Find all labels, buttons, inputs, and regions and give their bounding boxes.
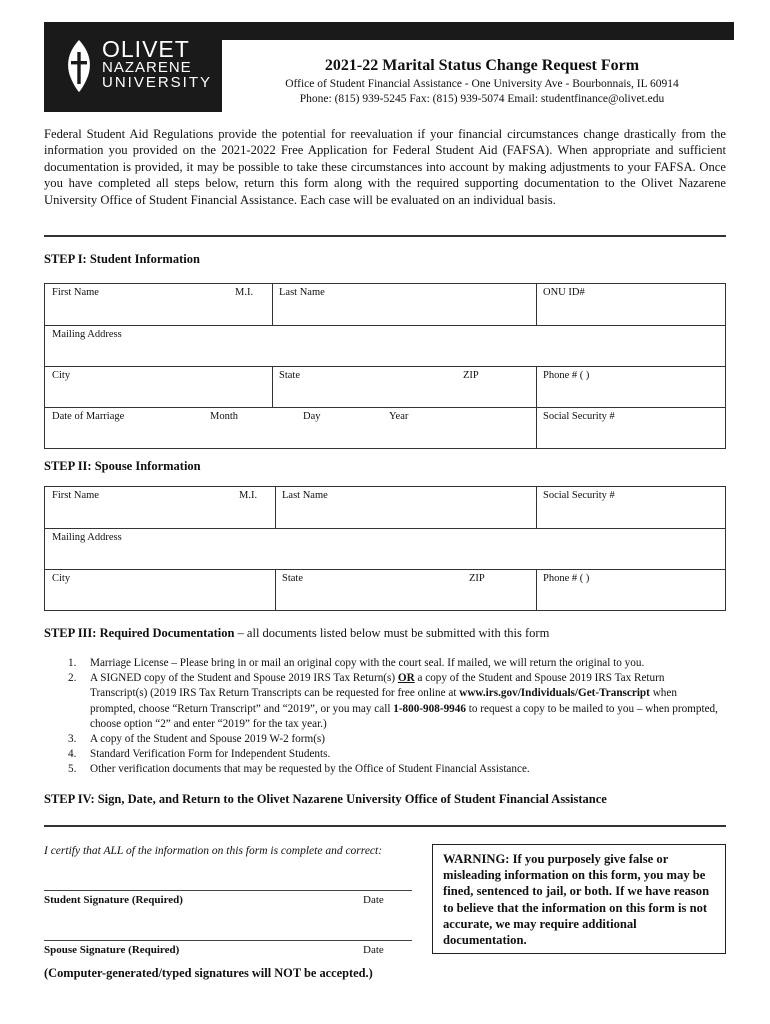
divider bbox=[44, 825, 726, 827]
state-label: State bbox=[279, 370, 300, 381]
logo-line-2: NAZARENE bbox=[102, 59, 192, 76]
date-of-marriage-field[interactable] bbox=[45, 408, 537, 448]
date-of-marriage-label: Date of Marriage bbox=[52, 411, 125, 422]
student-signature-label: Student Signature (Required) bbox=[44, 894, 183, 906]
first-name-label: First Name bbox=[52, 287, 99, 298]
spouse-info-grid bbox=[44, 486, 726, 611]
list-item: 2. A SIGNED copy of the Student and Spouse 2019 IRS Tax Return(s) OR a copy of the Student and Spouse 2019 IRS Tax Return Transcript(s) (2019 IRS Tax Return Transcripts can be requested for free online at www.irs.gov/Individuals/Get-Transcript when prompted, choose “Return Transcript” and “2019”, or you may call 1-800-908-9946 to request a copy to be mailed to you – when prompted, choose option “2” and enter “2019” for the tax year.) bbox=[68, 672, 718, 730]
student-phone-field[interactable] bbox=[536, 367, 725, 407]
or-emphasis: OR bbox=[397, 672, 415, 685]
spouse-date-label: Date bbox=[363, 944, 384, 956]
city-label: City bbox=[52, 573, 71, 584]
documents-list bbox=[44, 656, 724, 778]
ssn-label: Social Security # bbox=[543, 490, 615, 501]
logo-line-1: OLIVET bbox=[102, 36, 190, 62]
office-contact: Phone: (815) 939-5245 Fax: (815) 939-5074 Email: studentfinance@olivet.edu bbox=[299, 93, 665, 105]
step3-heading bbox=[44, 626, 549, 641]
logo-line-3: UNIVERSITY bbox=[102, 74, 213, 91]
list-item: 4. Standard Verification Form for Independent Students. bbox=[68, 748, 331, 761]
first-name-label: First Name bbox=[52, 490, 99, 501]
last-name-label: Last Name bbox=[282, 490, 328, 501]
zip-label: ZIP bbox=[469, 573, 485, 584]
university-logo bbox=[44, 22, 222, 112]
step4-heading: STEP IV: Sign, Date, and Return to the Olivet Nazarene University Office of Student Financial Assistance bbox=[44, 792, 607, 806]
spouse-signature-line[interactable] bbox=[44, 940, 412, 941]
list-item: 3. A copy of the Student and Spouse 2019 W-2 form(s) bbox=[68, 733, 326, 746]
city-label: City bbox=[52, 370, 71, 381]
spouse-ssn-field[interactable] bbox=[536, 487, 725, 528]
phone-label: Phone # ( ) bbox=[543, 573, 590, 584]
student-ssn-field[interactable] bbox=[536, 408, 725, 448]
student-onu-id-field[interactable] bbox=[536, 284, 725, 325]
ssn-label: Social Security # bbox=[543, 411, 615, 422]
list-item: 5. Other verification documents that may be requested by the Office of Student Financial Assistance. bbox=[68, 763, 530, 776]
spouse-mailing-address-field[interactable] bbox=[45, 529, 725, 569]
student-info-grid bbox=[44, 283, 726, 449]
spouse-first-name-field[interactable] bbox=[45, 487, 276, 528]
student-city-field[interactable] bbox=[45, 367, 273, 407]
year-label: Year bbox=[389, 411, 409, 422]
onu-id-label: ONU ID# bbox=[543, 287, 585, 298]
intro-paragraph: Federal Student Aid Regulations provide the potential for reevaluation if your financial circumstances change drastically from the information you provided on the 2021-2022 Free Application for Federal Student Aid (FAFSA). When appropriate and sufficient documentation is provided, it may be possible to take these circumstances into account by making adjustments to your FAFSA. Once you have completed all steps below, return this form along with the required supporting documentation to the Olivet Nazarene University Office of Student Financial Assistance. Each case will be evaluated on an individual basis. bbox=[44, 127, 726, 207]
student-first-name-field[interactable] bbox=[45, 284, 273, 325]
divider bbox=[44, 235, 726, 237]
step1-heading: STEP I: Student Information bbox=[44, 252, 200, 266]
state-label: State bbox=[282, 573, 303, 584]
student-state-zip-field[interactable] bbox=[272, 367, 537, 407]
certification-statement: I certify that ALL of the information on this form is complete and correct: bbox=[44, 845, 383, 857]
step2-heading: STEP II: Spouse Information bbox=[44, 459, 201, 473]
cross-flame-icon bbox=[64, 38, 94, 94]
signature-footnote: (Computer-generated/typed signatures will NOT be accepted.) bbox=[44, 966, 373, 980]
last-name-label: Last Name bbox=[279, 287, 325, 298]
month-label: Month bbox=[210, 411, 239, 422]
irs-transcript-link[interactable]: www.irs.gov/Individuals/Get-Transcript bbox=[459, 687, 650, 700]
student-last-name-field[interactable] bbox=[272, 284, 537, 325]
spouse-state-zip-field[interactable] bbox=[275, 570, 537, 610]
mailing-address-label: Mailing Address bbox=[52, 329, 122, 340]
mi-label: M.I. bbox=[239, 490, 258, 501]
zip-label: ZIP bbox=[463, 370, 479, 381]
warning-box: WARNING: If you purposely give false or misleading information on this form, you may be fined, sentenced to jail, or both. If we have reason to believe that the information on this form is not accurate, we may require additional documentation. bbox=[432, 844, 726, 954]
step3-subtitle: – all documents listed below must be submitted with this form bbox=[234, 626, 550, 640]
spouse-phone-field[interactable] bbox=[536, 570, 725, 610]
form-title: 2021-22 Marital Status Change Request Form bbox=[324, 57, 640, 74]
student-date-label: Date bbox=[363, 894, 384, 906]
irs-phone-number: 1-800-908-9946 bbox=[393, 702, 466, 715]
step3-title: STEP III: Required Documentation bbox=[44, 626, 235, 640]
spouse-signature-label: Spouse Signature (Required) bbox=[44, 944, 180, 956]
mailing-address-label: Mailing Address bbox=[52, 532, 122, 543]
spouse-last-name-field[interactable] bbox=[275, 487, 537, 528]
spouse-city-field[interactable] bbox=[45, 570, 276, 610]
day-label: Day bbox=[303, 411, 321, 422]
mi-label: M.I. bbox=[235, 287, 254, 298]
student-signature-line[interactable] bbox=[44, 890, 412, 891]
phone-label: Phone # ( ) bbox=[543, 370, 590, 381]
office-address: Office of Student Financial Assistance - One University Ave - Bourbonnais, IL 60914 bbox=[285, 78, 679, 90]
list-item: 1. Marriage License – Please bring in or mail an original copy with the court seal. If mailed, we will return the original to you. bbox=[68, 657, 645, 669]
student-mailing-address-field[interactable] bbox=[45, 326, 725, 366]
